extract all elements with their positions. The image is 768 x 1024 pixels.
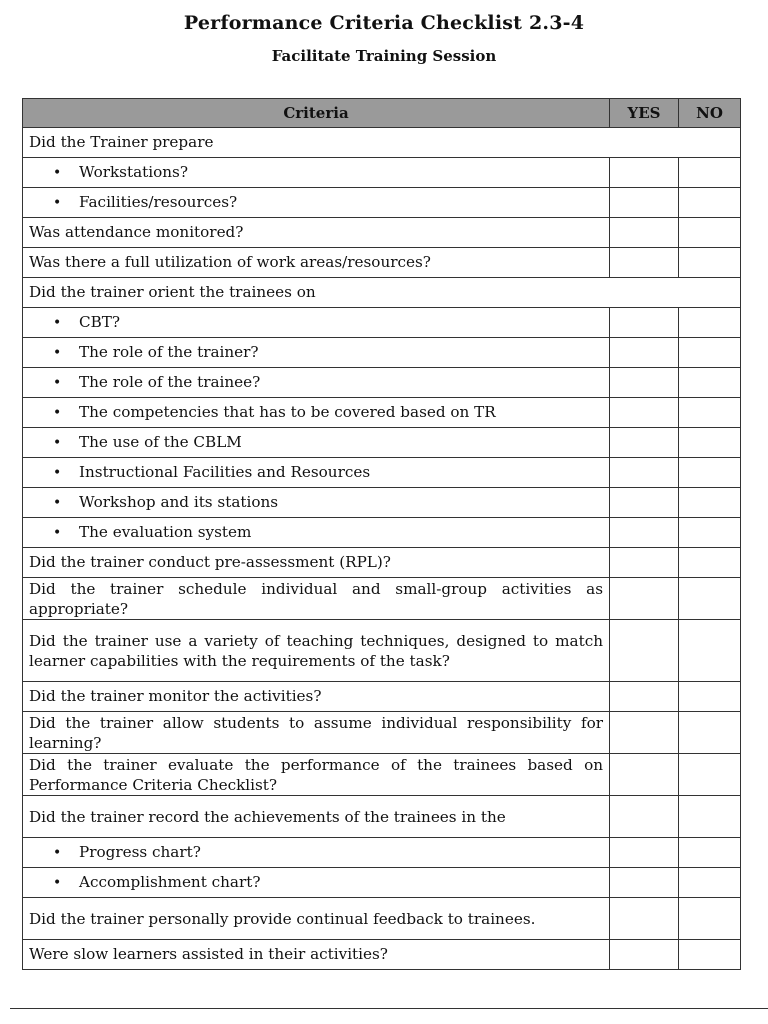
table-row [23, 682, 741, 712]
no-checkbox-cell[interactable] [679, 868, 741, 898]
yes-checkbox-cell[interactable] [610, 838, 679, 868]
criteria-column-header: Criteria [23, 99, 610, 128]
yes-checkbox-cell[interactable] [610, 548, 679, 578]
bullet-icon: • [53, 844, 62, 861]
criteria-cell [23, 868, 610, 898]
bullet-icon: • [53, 314, 62, 331]
bullet-icon: • [53, 524, 62, 541]
page-bottom-divider [10, 1008, 768, 1009]
table-row [23, 838, 741, 868]
criteria-cell: Did the trainer evaluate the performance of the trainees based on Performance Criteria Checklist? [23, 754, 610, 796]
yes-checkbox-cell[interactable] [610, 518, 679, 548]
table-row [23, 488, 741, 518]
table-row [23, 940, 741, 970]
no-checkbox-cell[interactable] [679, 188, 741, 218]
criteria-cell [23, 518, 610, 548]
yes-checkbox-cell[interactable] [610, 488, 679, 518]
criteria-cell: Were slow learners assisted in their activities? [23, 940, 610, 970]
criteria-text: CBT? [79, 312, 121, 331]
no-checkbox-cell[interactable] [679, 940, 741, 970]
no-column-header: NO [679, 99, 741, 128]
table-row [23, 458, 741, 488]
table-row [23, 128, 741, 158]
yes-checkbox-cell[interactable] [610, 754, 679, 796]
table-row [23, 338, 741, 368]
criteria-cell: Did the trainer conduct pre-assessment (RPL)? [23, 548, 610, 578]
page-subtitle: Facilitate Training Session [271, 47, 497, 65]
yes-checkbox-cell[interactable] [610, 188, 679, 218]
page-title: Performance Criteria Checklist 2.3-4 [183, 12, 585, 34]
criteria-cell [23, 368, 610, 398]
table-row [23, 278, 741, 308]
no-checkbox-cell[interactable] [679, 712, 741, 754]
criteria-cell [23, 458, 610, 488]
criteria-cell: Was there a full utilization of work areas/resources? [23, 248, 610, 278]
criteria-cell: Did the trainer schedule individual and small-group activities as appropriate? [23, 578, 610, 620]
yes-checkbox-cell[interactable] [610, 248, 679, 278]
yes-checkbox-cell[interactable] [610, 578, 679, 620]
yes-checkbox-cell[interactable] [610, 458, 679, 488]
bullet-icon: • [53, 464, 62, 481]
yes-checkbox-cell[interactable] [610, 368, 679, 398]
criteria-text: Facilities/resources? [79, 192, 238, 211]
no-checkbox-cell[interactable] [679, 620, 741, 682]
bullet-icon: • [53, 434, 62, 451]
no-checkbox-cell[interactable] [679, 754, 741, 796]
criteria-cell [23, 158, 610, 188]
no-checkbox-cell[interactable] [679, 158, 741, 188]
table-header-row [23, 99, 741, 128]
yes-checkbox-cell[interactable] [610, 428, 679, 458]
table-row [23, 796, 741, 838]
yes-checkbox-cell[interactable] [610, 218, 679, 248]
criteria-cell: Did the Trainer prepare [23, 128, 741, 158]
no-checkbox-cell[interactable] [679, 682, 741, 712]
criteria-cell [23, 428, 610, 458]
table-row [23, 428, 741, 458]
no-checkbox-cell[interactable] [679, 428, 741, 458]
bullet-icon: • [53, 194, 62, 211]
table-row [23, 620, 741, 682]
table-row [23, 368, 741, 398]
no-checkbox-cell[interactable] [679, 398, 741, 428]
bullet-icon: • [53, 374, 62, 391]
no-checkbox-cell[interactable] [679, 838, 741, 868]
criteria-text: Workshop and its stations [79, 492, 279, 511]
table-row [23, 548, 741, 578]
criteria-text: The role of the trainer? [79, 342, 259, 361]
criteria-cell [23, 488, 610, 518]
no-checkbox-cell[interactable] [679, 548, 741, 578]
table-row [23, 398, 741, 428]
no-checkbox-cell[interactable] [679, 578, 741, 620]
table-row [23, 712, 741, 754]
table-row [23, 518, 741, 548]
criteria-cell: Did the trainer allow students to assume individual responsibility for learning? [23, 712, 610, 754]
yes-checkbox-cell[interactable] [610, 338, 679, 368]
criteria-cell [23, 188, 610, 218]
criteria-cell: Did the trainer orient the trainees on [23, 278, 741, 308]
no-checkbox-cell[interactable] [679, 488, 741, 518]
no-checkbox-cell[interactable] [679, 218, 741, 248]
criteria-cell: Did the trainer record the achievements of the trainees in the [23, 796, 610, 838]
no-checkbox-cell[interactable] [679, 458, 741, 488]
yes-checkbox-cell[interactable] [610, 398, 679, 428]
yes-column-header: YES [610, 99, 679, 128]
no-checkbox-cell[interactable] [679, 898, 741, 940]
bullet-icon: • [53, 344, 62, 361]
criteria-cell: Did the trainer use a variety of teaching techniques, designed to match learner capabilities with the requirements of the task? [23, 620, 610, 682]
criteria-text: Instructional Facilities and Resources [79, 462, 371, 481]
no-checkbox-cell[interactable] [679, 368, 741, 398]
criteria-cell [23, 338, 610, 368]
criteria-text: Progress chart? [79, 842, 201, 861]
yes-checkbox-cell[interactable] [610, 682, 679, 712]
table-row [23, 578, 741, 620]
yes-checkbox-cell[interactable] [610, 308, 679, 338]
yes-checkbox-cell[interactable] [610, 712, 679, 754]
no-checkbox-cell[interactable] [679, 338, 741, 368]
table-row [23, 188, 741, 218]
criteria-cell: Did the trainer monitor the activities? [23, 682, 610, 712]
yes-checkbox-cell[interactable] [610, 796, 679, 838]
criteria-text: The competencies that has to be covered based on TR [79, 402, 496, 421]
criteria-text: The evaluation system [79, 522, 252, 541]
bullet-icon: • [53, 404, 62, 421]
table-row [23, 218, 741, 248]
table-row [23, 868, 741, 898]
criteria-text: Workstations? [79, 162, 188, 181]
table-row [23, 308, 741, 338]
no-checkbox-cell[interactable] [679, 248, 741, 278]
criteria-cell [23, 838, 610, 868]
no-checkbox-cell[interactable] [679, 796, 741, 838]
table-row [23, 158, 741, 188]
criteria-cell: Did the trainer personally provide continual feedback to trainees. [23, 898, 610, 940]
yes-checkbox-cell[interactable] [610, 158, 679, 188]
criteria-text: The role of the trainee? [79, 372, 261, 391]
bullet-icon: • [53, 494, 62, 511]
table-row [23, 898, 741, 940]
criteria-text: Accomplishment chart? [79, 872, 261, 891]
no-checkbox-cell[interactable] [679, 518, 741, 548]
yes-checkbox-cell[interactable] [610, 898, 679, 940]
criteria-cell [23, 308, 610, 338]
table-row [23, 754, 741, 796]
yes-checkbox-cell[interactable] [610, 940, 679, 970]
bullet-icon: • [53, 164, 62, 181]
table-row [23, 248, 741, 278]
criteria-cell: Was attendance monitored? [23, 218, 610, 248]
criteria-text: The use of the CBLM [79, 432, 242, 451]
bullet-icon: • [53, 874, 62, 891]
yes-checkbox-cell[interactable] [610, 620, 679, 682]
criteria-checklist-table [22, 98, 741, 970]
criteria-cell [23, 398, 610, 428]
no-checkbox-cell[interactable] [679, 308, 741, 338]
yes-checkbox-cell[interactable] [610, 868, 679, 898]
